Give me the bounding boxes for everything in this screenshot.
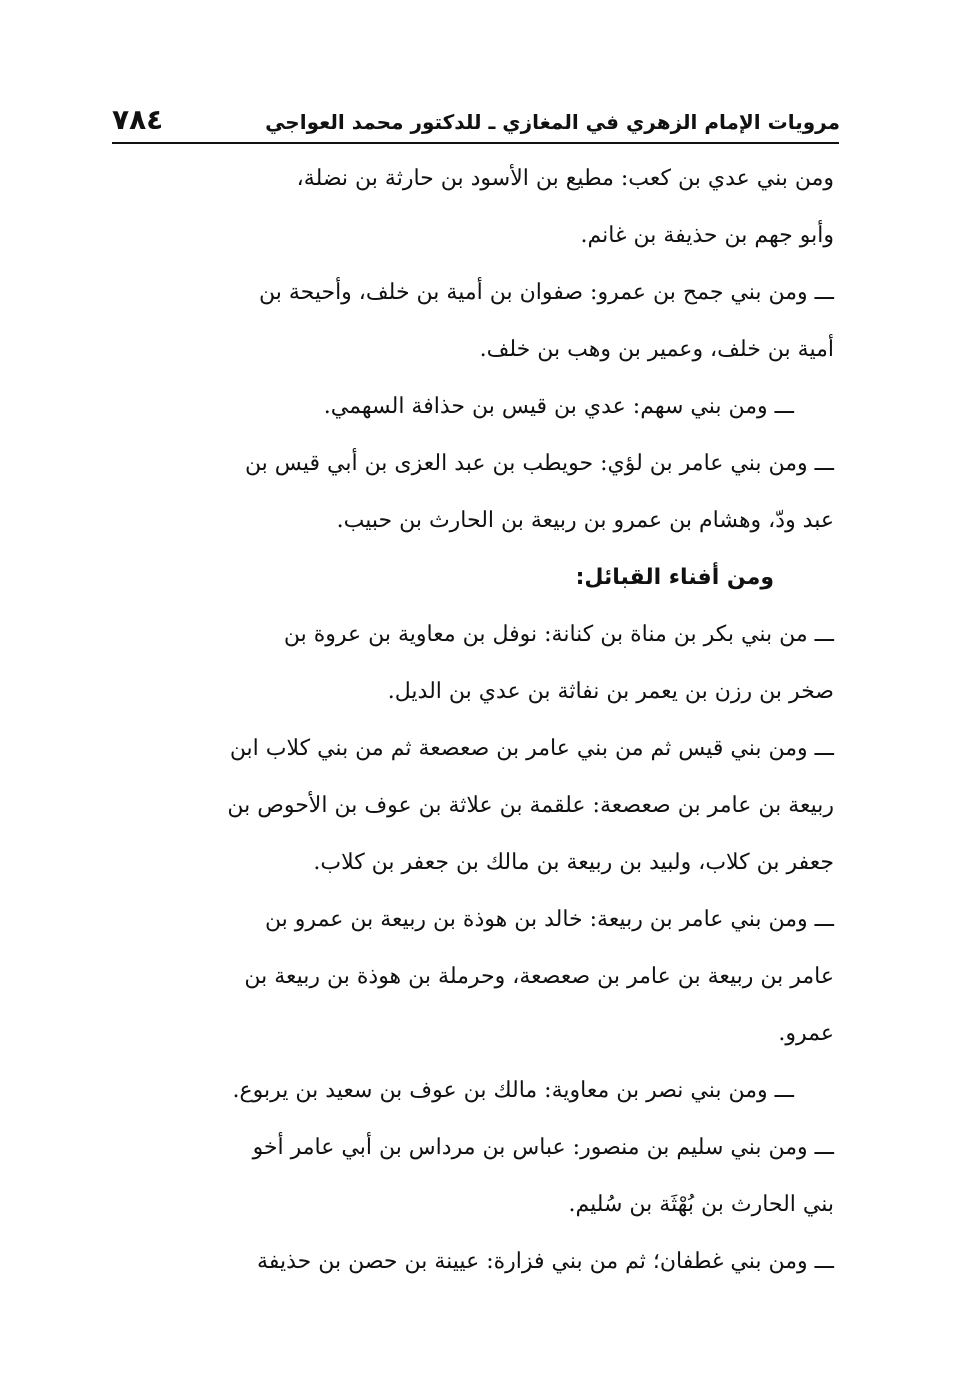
paragraph-bani-jumah: ـــ ومن بني جمح بن عمرو: صفوان بن أمية بن خلف، وأحيحة بن أمية بن خلف، وعمير بن وهب بن خلف.	[258, 280, 834, 362]
paragraph-bani-ghatafan: ـــ ومن بني غطفان؛ ثم من بني فزارة: عيينة بن حصن بن حذيفة	[257, 1249, 834, 1274]
running-header-title: مرويات الإمام الزهري في المغازي ـ للدكتور محمد العواجي	[265, 110, 840, 134]
paragraph-bani-bakr: ـــ من بني بكر بن مناة بن كنانة: نوفل بن معاوية بن عروة بن صخر بن رزن بن يعمر بن نفاثة بن عدي بن الديل.	[283, 622, 834, 704]
paragraph-bani-adi: ومن بني عدي بن كعب: مطيع بن الأسود بن حارثة بن نضلة، وأبو جهم بن حذيفة بن غانم.	[296, 166, 834, 248]
paragraph-bani-sulaym: ـــ ومن بني سليم بن منصور: عباس بن مرداس بن أبي عامر أخو بني الحارث بن بُهْثَة بن سُليم.	[252, 1135, 834, 1217]
page-number: ٧٨٤	[112, 103, 164, 136]
body-text	[112, 150, 834, 1290]
paragraph-bani-qays: ـــ ومن بني قيس ثم من بني عامر بن صعصعة ثم من بني كلاب ابن ربيعة بن عامر بن صعصعة: علقمة بن علاثة بن عوف بن الأحوص بن جعفر بن كلاب، ولبيد بن ربيعة بن مالك بن جعفر بن كلاب.	[227, 736, 834, 875]
header-divider	[112, 142, 839, 144]
paragraph-bani-sahm: ـــ ومن بني سهم: عدي بن قيس بن حذافة السهمي.	[323, 394, 794, 419]
paragraph-bani-amir-rabiah: ـــ ومن بني عامر بن ربيعة: خالد بن هوذة بن ربيعة بن عمرو بن عامر بن ربيعة بن عامر بن صعصعة، وحرملة بن هوذة بن ربيعة بن عمرو.	[244, 907, 834, 1046]
paragraph-bani-amir-luayy: ـــ ومن بني عامر بن لؤي: حويطب بن عبد العزى بن أبي قيس بن عبد ودّ، وهشام بن عمرو بن ربيعة بن الحارث بن حبيب.	[244, 451, 834, 533]
running-header	[112, 92, 840, 142]
section-heading-tribes: ومن أفناء القبائل:	[575, 565, 774, 590]
paragraph-bani-nasr: ـــ ومن بني نصر بن معاوية: مالك بن عوف بن سعيد بن يربوع.	[232, 1078, 794, 1103]
